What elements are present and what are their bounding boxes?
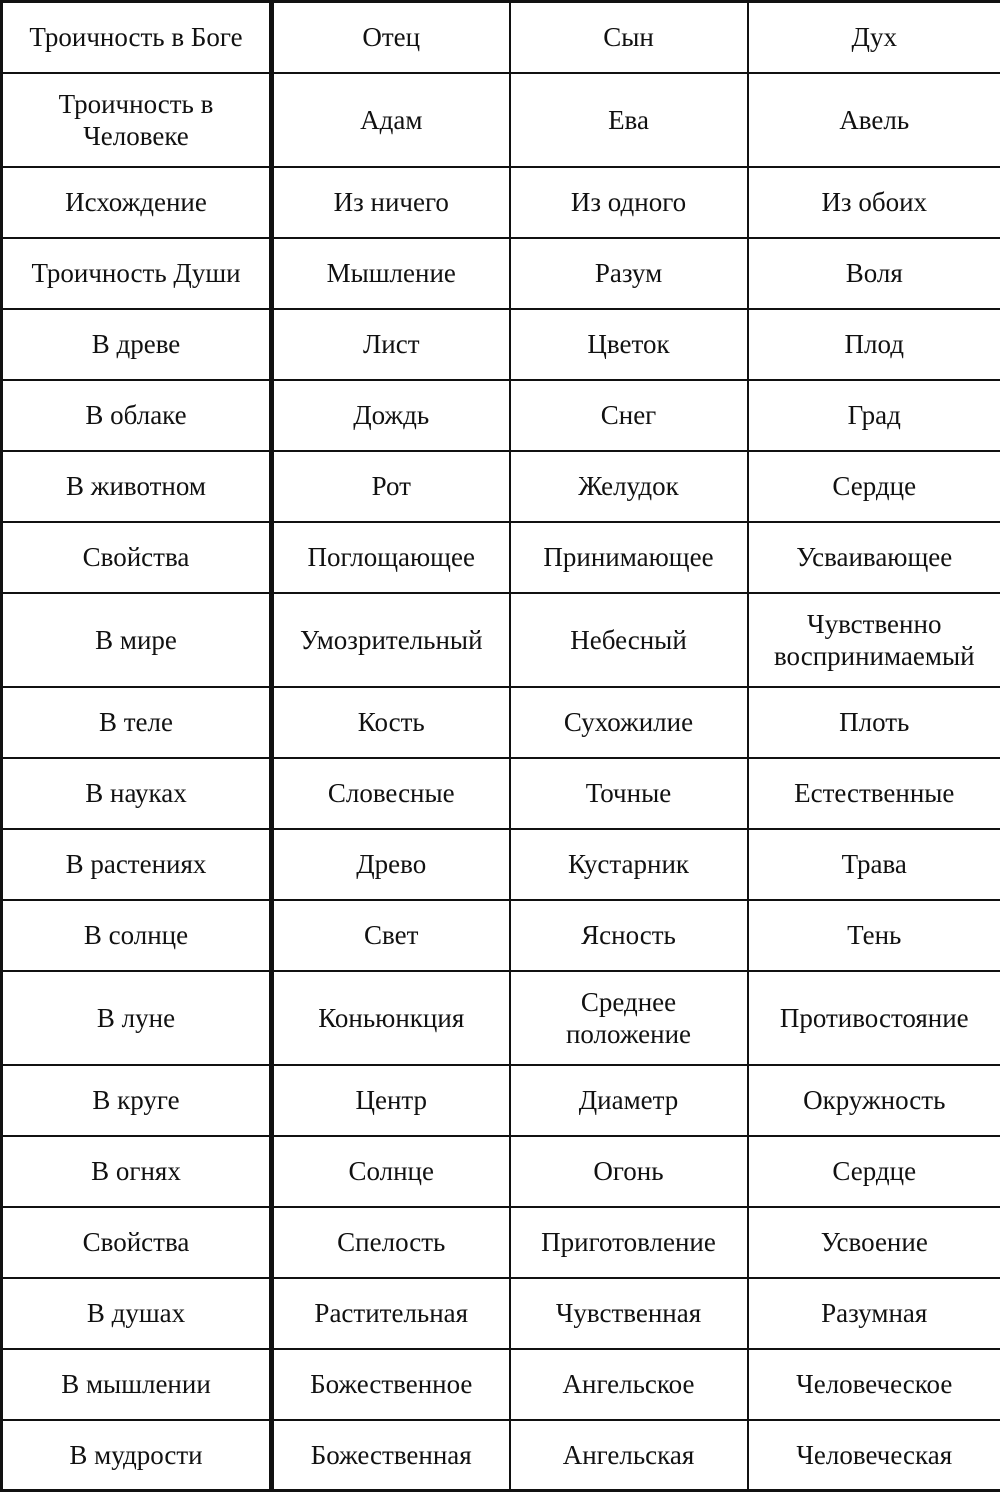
table-row bbox=[2, 687, 1000, 758]
table-cell: Свет bbox=[272, 900, 510, 971]
table-cell: Окружность bbox=[748, 1065, 1000, 1136]
table-row bbox=[2, 451, 1000, 522]
row-label-cell: В круге bbox=[2, 1065, 272, 1136]
table-cell: Разумная bbox=[748, 1278, 1000, 1349]
table-cell: Из ничего bbox=[272, 167, 510, 238]
header-cell-label: Троичность в Боге bbox=[2, 2, 272, 73]
table-row bbox=[2, 1065, 1000, 1136]
table-cell: Усвоение bbox=[748, 1207, 1000, 1278]
table-cell: Среднее положение bbox=[510, 971, 748, 1065]
table-cell: Поглощающее bbox=[272, 522, 510, 593]
row-label-cell: Свойства bbox=[2, 1207, 272, 1278]
row-label-cell: Троичность Души bbox=[2, 238, 272, 309]
row-label-cell: Троичность в Человеке bbox=[2, 73, 272, 167]
table-cell: Божественная bbox=[272, 1420, 510, 1491]
table-cell: Из обоих bbox=[748, 167, 1000, 238]
table-row bbox=[2, 971, 1000, 1065]
table-cell: Дождь bbox=[272, 380, 510, 451]
row-label-cell: В науках bbox=[2, 758, 272, 829]
table-cell: Точные bbox=[510, 758, 748, 829]
table-cell: Диаметр bbox=[510, 1065, 748, 1136]
table-cell: Приготовление bbox=[510, 1207, 748, 1278]
table-cell: Сердце bbox=[748, 1136, 1000, 1207]
table-row bbox=[2, 593, 1000, 687]
table-cell: Солнце bbox=[272, 1136, 510, 1207]
table-cell: Огонь bbox=[510, 1136, 748, 1207]
row-label-cell: Свойства bbox=[2, 522, 272, 593]
table-header-row bbox=[2, 2, 1000, 73]
table-cell: Трава bbox=[748, 829, 1000, 900]
table-cell: Тень bbox=[748, 900, 1000, 971]
table-row bbox=[2, 1278, 1000, 1349]
table-cell: Кустарник bbox=[510, 829, 748, 900]
table-row bbox=[2, 238, 1000, 309]
table-cell: Плод bbox=[748, 309, 1000, 380]
row-label-cell: В мудрости bbox=[2, 1420, 272, 1491]
table-cell: Желудок bbox=[510, 451, 748, 522]
row-label-cell: Исхождение bbox=[2, 167, 272, 238]
table-cell: Ясность bbox=[510, 900, 748, 971]
table-cell: Цветок bbox=[510, 309, 748, 380]
table-cell: Авель bbox=[748, 73, 1000, 167]
table-cell: Небесный bbox=[510, 593, 748, 687]
row-label-cell: В огнях bbox=[2, 1136, 272, 1207]
row-label-cell: В теле bbox=[2, 687, 272, 758]
table-row bbox=[2, 1349, 1000, 1420]
table-row bbox=[2, 380, 1000, 451]
table-row bbox=[2, 829, 1000, 900]
row-label-cell: В душах bbox=[2, 1278, 272, 1349]
table-cell: Спелость bbox=[272, 1207, 510, 1278]
table-cell: Чувственная bbox=[510, 1278, 748, 1349]
row-label-cell: В облаке bbox=[2, 380, 272, 451]
table-cell: Из одного bbox=[510, 167, 748, 238]
row-label-cell: В древе bbox=[2, 309, 272, 380]
table-cell: Ева bbox=[510, 73, 748, 167]
table-cell: Коньюнкция bbox=[272, 971, 510, 1065]
table-cell: Снег bbox=[510, 380, 748, 451]
header-cell-spirit: Дух bbox=[748, 2, 1000, 73]
table-cell: Воля bbox=[748, 238, 1000, 309]
table-cell: Умозрительный bbox=[272, 593, 510, 687]
row-label-cell: В солнце bbox=[2, 900, 272, 971]
table-row bbox=[2, 167, 1000, 238]
table-cell: Древо bbox=[272, 829, 510, 900]
table-cell: Град bbox=[748, 380, 1000, 451]
table-row bbox=[2, 1420, 1000, 1491]
table-row bbox=[2, 758, 1000, 829]
row-label-cell: В мире bbox=[2, 593, 272, 687]
table-cell: Словесные bbox=[272, 758, 510, 829]
table-cell: Лист bbox=[272, 309, 510, 380]
table-row bbox=[2, 309, 1000, 380]
table-cell: Разум bbox=[510, 238, 748, 309]
header-cell-father: Отец bbox=[272, 2, 510, 73]
table-cell: Усваивающее bbox=[748, 522, 1000, 593]
table-cell: Сердце bbox=[748, 451, 1000, 522]
table-cell: Плоть bbox=[748, 687, 1000, 758]
table-cell: Сухожилие bbox=[510, 687, 748, 758]
table-cell: Рот bbox=[272, 451, 510, 522]
table-cell: Противостояние bbox=[748, 971, 1000, 1065]
table-cell: Чувственно воспринимаемый bbox=[748, 593, 1000, 687]
table-cell: Естественные bbox=[748, 758, 1000, 829]
table-cell: Человеческое bbox=[748, 1349, 1000, 1420]
table-row bbox=[2, 73, 1000, 167]
table-cell: Божественное bbox=[272, 1349, 510, 1420]
row-label-cell: В растениях bbox=[2, 829, 272, 900]
table-row bbox=[2, 1207, 1000, 1278]
table-cell: Мышление bbox=[272, 238, 510, 309]
table-cell: Принимающее bbox=[510, 522, 748, 593]
table-row bbox=[2, 522, 1000, 593]
row-label-cell: В луне bbox=[2, 971, 272, 1065]
row-label-cell: В мышлении bbox=[2, 1349, 272, 1420]
table-cell: Человеческая bbox=[748, 1420, 1000, 1491]
table-cell: Ангельское bbox=[510, 1349, 748, 1420]
table-cell: Растительная bbox=[272, 1278, 510, 1349]
table-cell: Центр bbox=[272, 1065, 510, 1136]
table-cell: Адам bbox=[272, 73, 510, 167]
table-row bbox=[2, 1136, 1000, 1207]
header-cell-son: Сын bbox=[510, 2, 748, 73]
table-row bbox=[2, 900, 1000, 971]
table-cell: Кость bbox=[272, 687, 510, 758]
table-cell: Ангельская bbox=[510, 1420, 748, 1491]
row-label-cell: В животном bbox=[2, 451, 272, 522]
